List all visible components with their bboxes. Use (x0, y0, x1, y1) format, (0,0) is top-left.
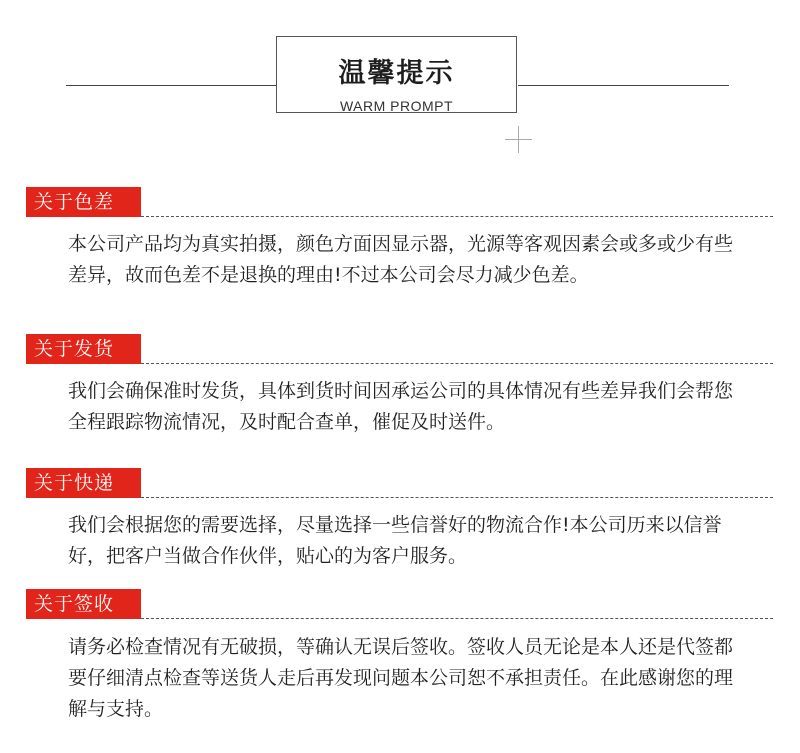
section-divider (141, 618, 773, 619)
header-rule-left (66, 85, 276, 86)
section-text: 请务必检查情况有无破损，等确认无误后签收。签收人员无论是本人还是代签都要仔细清点检查等送货人走后再发现问题本公司恕不承担责任。在此感谢您的理解与支持。 (68, 636, 734, 720)
plus-decoration-icon (505, 126, 532, 153)
page-title: 温馨提示 (338, 58, 455, 89)
section-divider (141, 216, 773, 217)
title-box (276, 36, 517, 113)
section-label: 关于发货 (26, 334, 141, 364)
page-subtitle: WARM PROMPT (339, 98, 454, 114)
section-divider (141, 363, 773, 364)
section-text: 本公司产品均为真实拍摄，颜色方面因显示器，光源等客观因素会或多或少有些差异，故而色差不是退换的理由!不过本公司会尽力减少色差。 (68, 233, 734, 286)
section-label: 关于快递 (26, 468, 141, 498)
header-rule-right (518, 85, 729, 86)
section-text: 我们会根据您的需要选择，尽量选择一些信誉好的物流合作!本公司历来以信誉好，把客户当做合作伙伴，贴心的为客户服务。 (68, 514, 722, 567)
section-label: 关于签收 (26, 589, 141, 619)
section-label: 关于色差 (26, 187, 141, 217)
section-divider (141, 497, 773, 498)
section-text: 我们会确保准时发货，具体到货时间因承运公司的具体情况有些差异我们会帮您全程跟踪物流情况，及时配合查单，催促及时送件。 (68, 380, 734, 433)
